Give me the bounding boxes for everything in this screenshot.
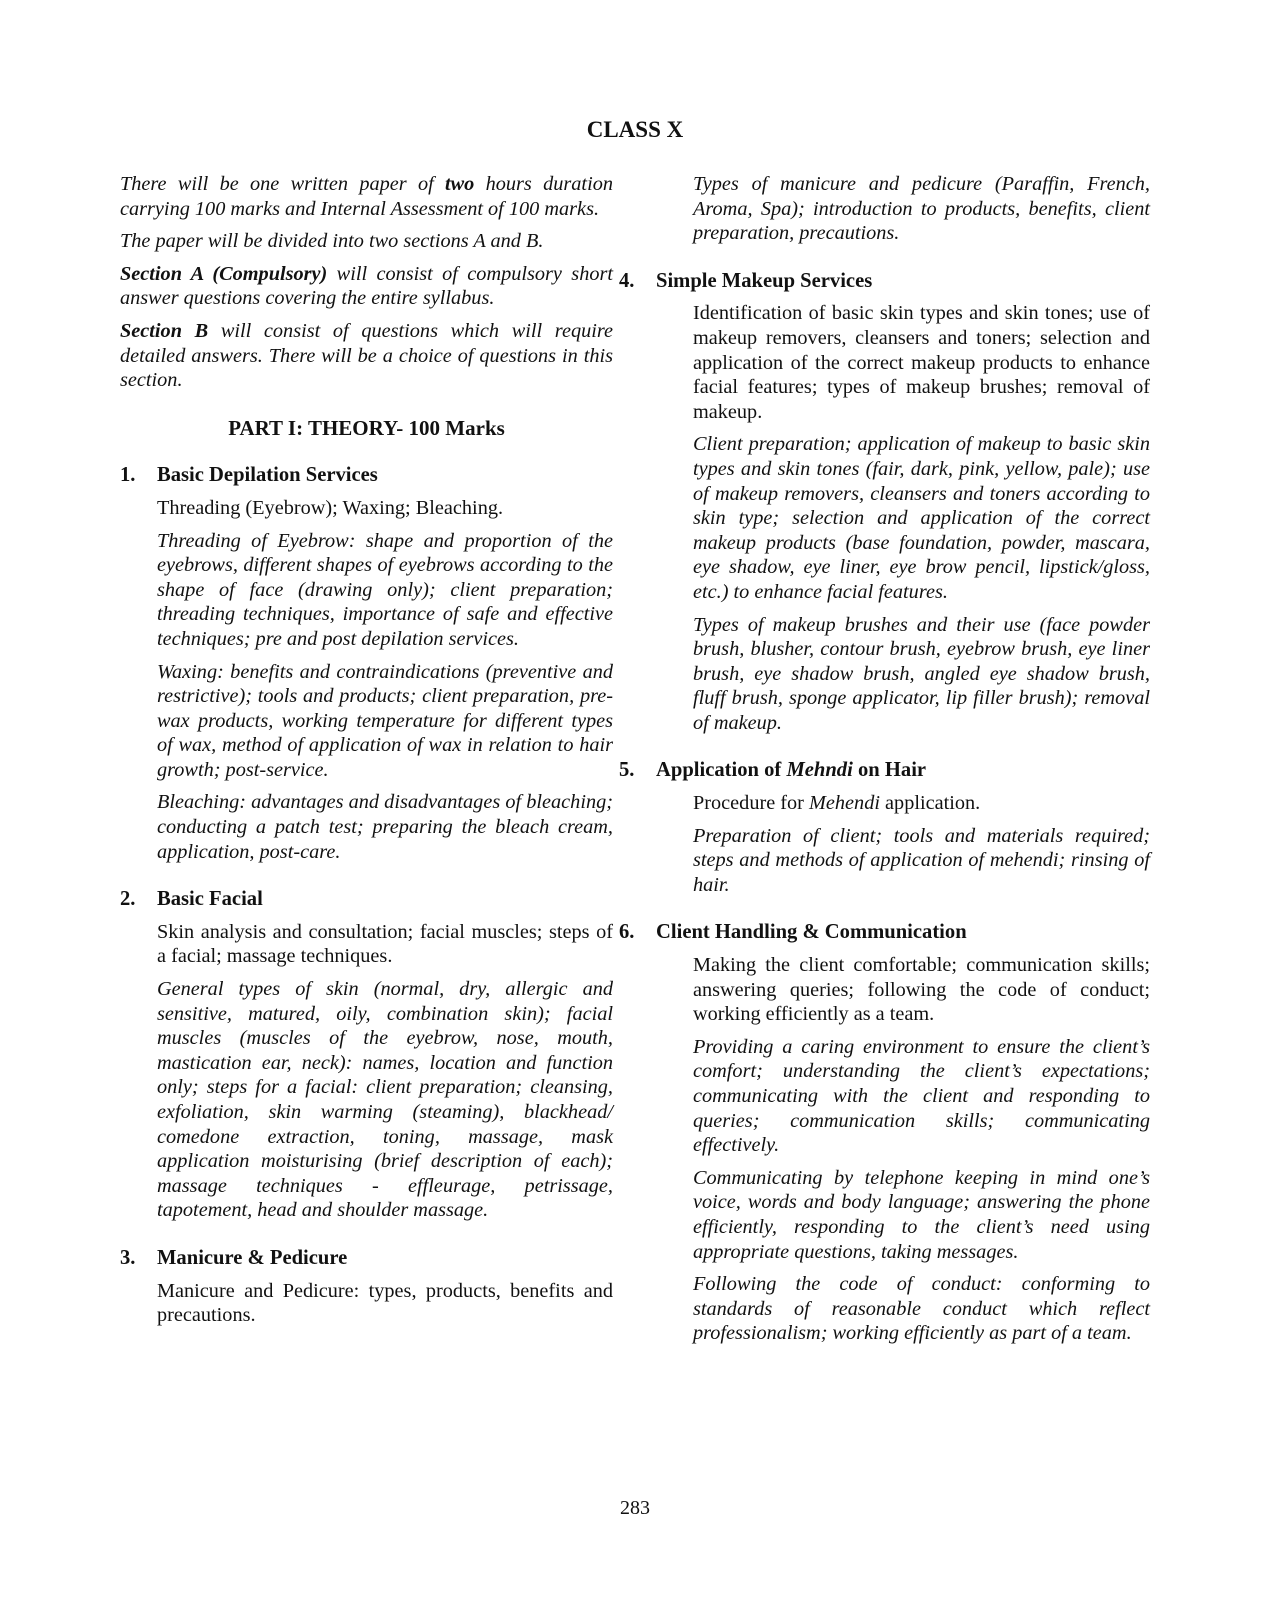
section-detail: Communicating by telephone keeping in mind one’s voice, words and body language; answering the phone efficiently, responding to the client’s need using appropriate questions, taking messages. <box>693 1166 1150 1263</box>
section-summary <box>656 791 1150 816</box>
section-summary: Skin analysis and consultation; facial muscles; steps of a facial; massage techniques. <box>157 920 613 968</box>
section-heading-manicure-pedicure <box>120 1246 613 1271</box>
intro-text: will consist of compulsory short answer questions covering the entire syllabus. <box>120 262 614 310</box>
section-number: 5. <box>619 759 635 782</box>
page-title: CLASS X <box>586 117 684 142</box>
summary-italic: Mehendi <box>809 792 880 815</box>
section-summary: Making the client comfortable; communication skills; answering queries; following the code of conduct; working efficiently as a team. <box>693 954 1150 1026</box>
part-heading: PART I: THEORY- 100 Marks <box>228 415 505 440</box>
summary-text: Procedure for <box>693 792 810 815</box>
left-column <box>120 172 613 1336</box>
section-detail-continued: Types of manicure and pedicure (Paraffin, French, Aroma, Spa); introduction to products, benefits, client preparation, precautions. <box>693 173 1150 245</box>
section-detail: Providing a caring environment to ensure the client’s comfort; understanding the client’s expectations; communicating with the client and responding to queries; communication skills; communicating effectively. <box>693 1035 1150 1157</box>
intro-paragraph-1 <box>120 172 613 221</box>
section-title-italic: Mehndi <box>786 759 853 782</box>
section-number: 2. <box>120 888 136 911</box>
section-number: 1. <box>120 464 136 487</box>
section-summary: Manicure and Pedicure: types, products, benefits and precautions. <box>157 1279 613 1327</box>
intro-text: hours duration carrying 100 marks and Internal Assessment of 100 marks. <box>120 173 613 220</box>
section-detail: Preparation of client; tools and materials required; steps and methods of application of mehendi; rinsing of hair. <box>693 824 1150 896</box>
intro-paragraph-2: The paper will be divided into two sections A and B. <box>120 230 544 253</box>
section-b-label: Section B <box>120 319 209 342</box>
summary-text: application. <box>879 792 981 815</box>
section-detail: Client preparation; application of makeup to basic skin types and skin tones (fair, dark, pink, yellow, pale); use of makeup removers, cleansers and toners according to skin type; selection and application of the correct makeup products (base foundation, powder, mascara, eye shadow, eye liner, eye brow pencil, lipstick/gloss, etc.) to enhance facial features. <box>693 433 1150 603</box>
section-detail: Following the code of conduct: conforming to standards of reasonable conduct which reflect professionalism; working efficiently as part of a team. <box>693 1273 1150 1345</box>
section-detail: Types of makeup brushes and their use (face powder brush, blusher, contour brush, eyebrow brush, eye liner brush, eye shadow brush, angled eye shadow brush, fluff brush, sponge applicator, lip filler brush); removal of makeup. <box>693 613 1150 734</box>
intro-text: will consist of questions which will require detailed answers. There will be a choice of questions in this section. <box>120 319 614 392</box>
intro-text: There will be one written paper of <box>120 173 446 195</box>
section-summary: Identification of basic skin types and skin tones; use of makeup removers, cleansers and toners; selection and application of the correct makeup products to enhance facial features; types of makeup brushes; removal of makeup. <box>693 302 1150 423</box>
right-column <box>619 172 1150 1354</box>
intro-paragraph-3 <box>120 262 613 311</box>
section-summary: Threading (Eyebrow); Waxing; Bleaching. <box>157 496 504 519</box>
section-heading-basic-facial <box>120 887 613 912</box>
section-title: Application of <box>656 759 787 782</box>
section-detail: Bleaching: advantages and disadvantages of bleaching; conducting a patch test; preparing the bleach cream, application, post-care. <box>157 791 613 863</box>
page-number: 283 <box>620 1497 650 1519</box>
section-number: 4. <box>619 269 635 292</box>
section-number: 6. <box>619 921 635 944</box>
section-detail: General types of skin (normal, dry, allergic and sensitive, matured, oily, combination skin); facial muscles (muscles of the eyebrow, nose, mouth, mastication ear, neck): names, location and function only; steps for a facial: client preparation; cleansing, exfoliation, skin warming (steaming), blackhead/ comedone extraction, toning, massage, mask application moisturising (brief description of each); massage techniques - effleurage, petrissage, tapotement, head and shoulder massage. <box>157 978 613 1222</box>
section-number: 3. <box>120 1246 136 1269</box>
section-a-label: Section A (Compulsory) <box>120 262 328 285</box>
section-title: on Hair <box>852 759 927 782</box>
section-heading-mehndi <box>619 758 1150 783</box>
section-title: Basic Facial <box>157 888 263 911</box>
section-detail: Threading of Eyebrow: shape and proportion of the eyebrows, different shapes of eyebrows according to the shape of face (drawing only); client preparation; threading techniques, importance of safe and effective techniques; pre and post depilation services. <box>157 529 613 650</box>
section-heading-client-handling <box>619 920 1150 945</box>
section-heading-simple-makeup <box>619 269 1150 294</box>
intro-paragraph-4 <box>120 319 613 393</box>
section-title: Basic Depilation Services <box>157 464 378 487</box>
section-title: Manicure & Pedicure <box>157 1246 348 1269</box>
section-heading-basic-depilation <box>120 463 613 488</box>
section-title: Client Handling & Communication <box>656 921 967 944</box>
section-detail: Waxing: benefits and contraindications (preventive and restrictive); tools and products; client preparation, pre-wax products, working temperature for different types of wax, method of application of wax in relation to hair growth; post-service. <box>157 660 613 781</box>
section-title: Simple Makeup Services <box>656 269 873 292</box>
intro-bold: two <box>445 173 475 195</box>
